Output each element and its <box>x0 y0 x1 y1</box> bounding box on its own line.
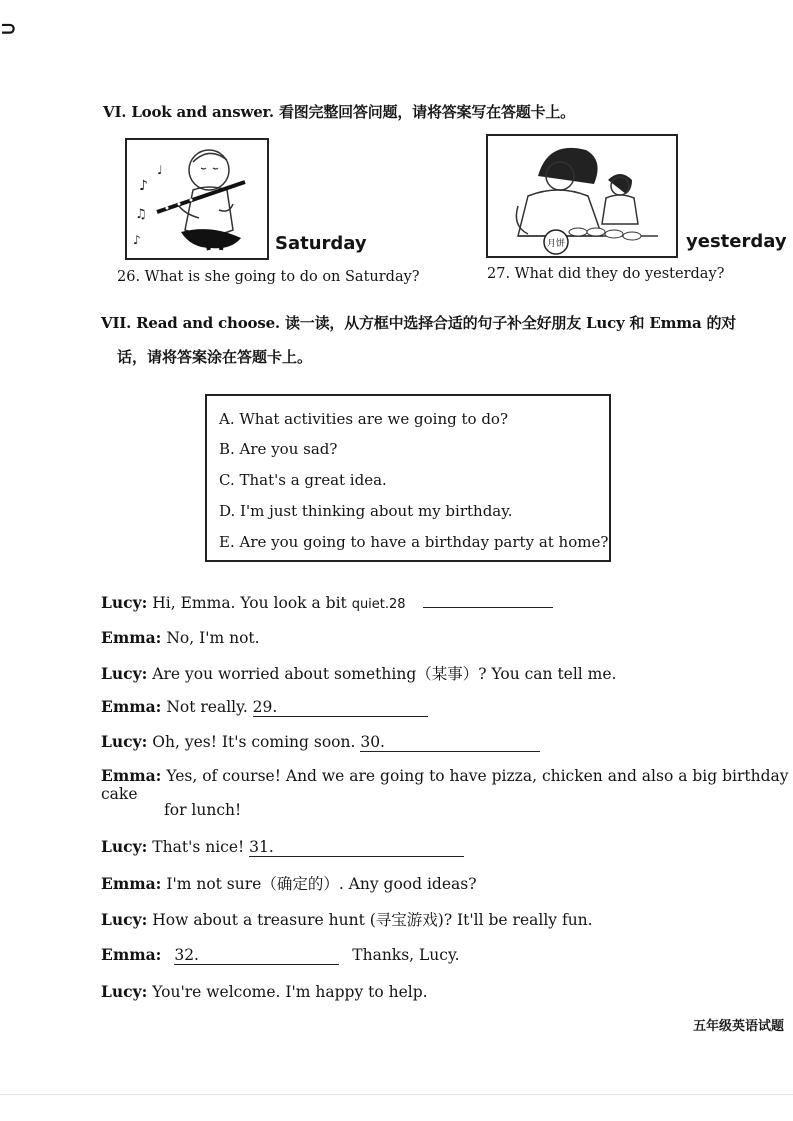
blank-number: 31. <box>249 838 274 856</box>
yesterday-label: yesterday <box>686 231 787 252</box>
dialogue-line-3 <box>101 662 616 684</box>
speaker: Lucy: <box>101 910 148 929</box>
flute-girl-picture <box>125 138 269 260</box>
speaker: Lucy: <box>101 982 148 1001</box>
dialogue-line-2 <box>101 628 260 647</box>
dialogue-line-11 <box>101 982 428 1001</box>
question-27: 27. What did they do yesterday? <box>487 266 725 282</box>
mooncake-text: 月饼 <box>546 239 566 249</box>
option-c: C. That's a great idea. <box>219 471 387 489</box>
dialogue-line-8 <box>101 872 477 894</box>
svg-text:♪: ♪ <box>133 233 141 247</box>
line-text: That's nice! <box>152 838 250 856</box>
answer-blank-32[interactable] <box>174 946 339 965</box>
line-text: Are you worried about something（某事）? You can tell me. <box>152 665 617 683</box>
saturday-label: Saturday <box>275 233 367 254</box>
dialogue-line-6-continued: for lunch! <box>164 801 242 819</box>
section-6-instruction: 看图完整回答问题，请将答案写在答题卡上。 <box>278 103 575 121</box>
dialogue-line-7 <box>101 837 464 857</box>
corner-mark: ⊃ <box>0 16 17 40</box>
option-d: D. I'm just thinking about my birthday. <box>219 502 513 520</box>
answer-blank-31[interactable] <box>249 838 464 857</box>
line-text: You're welcome. I'm happy to help. <box>152 983 428 1001</box>
section-6-title: Look and answer. <box>131 103 274 121</box>
dialogue-line-5 <box>101 732 540 752</box>
dialogue-line-1 <box>101 593 553 612</box>
speaker: Emma: <box>101 945 162 964</box>
section-7-number: VII. <box>101 314 132 332</box>
answer-blank-29[interactable] <box>253 698 428 717</box>
line-text: Not really. <box>166 698 253 716</box>
speaker: Lucy: <box>101 664 148 683</box>
answer-blank-28[interactable] <box>423 607 553 608</box>
line-text: Oh, yes! It's coming soon. <box>152 733 361 751</box>
blank-number: 32. <box>174 946 199 964</box>
line-text: Hi, Emma. You look a bit <box>152 594 352 612</box>
speaker: Emma: <box>101 874 162 893</box>
dialogue-line-10 <box>101 945 460 965</box>
option-b: B. Are you sad? <box>219 440 338 458</box>
blank-number: 30. <box>360 733 385 751</box>
line-text: How about a treasure hunt (寻宝游戏)? It'll be really fun. <box>152 911 593 929</box>
section-7-heading <box>101 312 736 333</box>
page-footer: 五年级英语试题 <box>693 1019 785 1034</box>
line-extra: quiet.28 <box>351 597 406 612</box>
line-text: I'm not sure（确定的）. Any good ideas? <box>166 875 477 893</box>
speaker: Lucy: <box>101 593 148 612</box>
svg-text:♪: ♪ <box>139 178 148 194</box>
option-a: A. What activities are we going to do? <box>219 410 508 428</box>
svg-text:♫: ♫ <box>135 207 147 222</box>
section-7-instruction-1: 读一读，从方框中选择合适的句子补全好朋友 Lucy 和 Emma 的对 <box>285 314 737 332</box>
mooncake-picture <box>486 134 678 258</box>
speaker: Emma: <box>101 766 162 785</box>
section-6-heading <box>103 101 575 122</box>
page-bottom-rule <box>0 1094 793 1095</box>
speaker: Lucy: <box>101 837 148 856</box>
section-7-title: Read and choose. <box>136 314 280 332</box>
options-box <box>205 394 611 562</box>
speaker: Emma: <box>101 628 162 647</box>
mooncake-illustration <box>488 136 676 256</box>
answer-blank-30[interactable] <box>360 733 540 752</box>
line-text: Yes, of course! And we are going to have pizza, chicken and also a big birthday cake <box>101 767 789 803</box>
line-text: Thanks, Lucy. <box>352 946 460 964</box>
dialogue-line-4 <box>101 697 428 717</box>
line-text: No, I'm not. <box>166 629 260 647</box>
speaker: Emma: <box>101 697 162 716</box>
option-e: E. Are you going to have a birthday party at home? <box>219 533 609 551</box>
section-7-instruction-2: 话，请将答案涂在答题卡上。 <box>117 348 313 366</box>
section-6-number: VI. <box>103 103 127 121</box>
flute-girl-illustration <box>127 140 267 258</box>
blank-number: 29. <box>252 698 278 716</box>
dialogue-line-6 <box>101 766 793 803</box>
svg-text:♩: ♩ <box>157 163 163 177</box>
speaker: Lucy: <box>101 732 148 751</box>
question-26: 26. What is she going to do on Saturday? <box>117 269 420 285</box>
dialogue-line-9 <box>101 908 593 930</box>
